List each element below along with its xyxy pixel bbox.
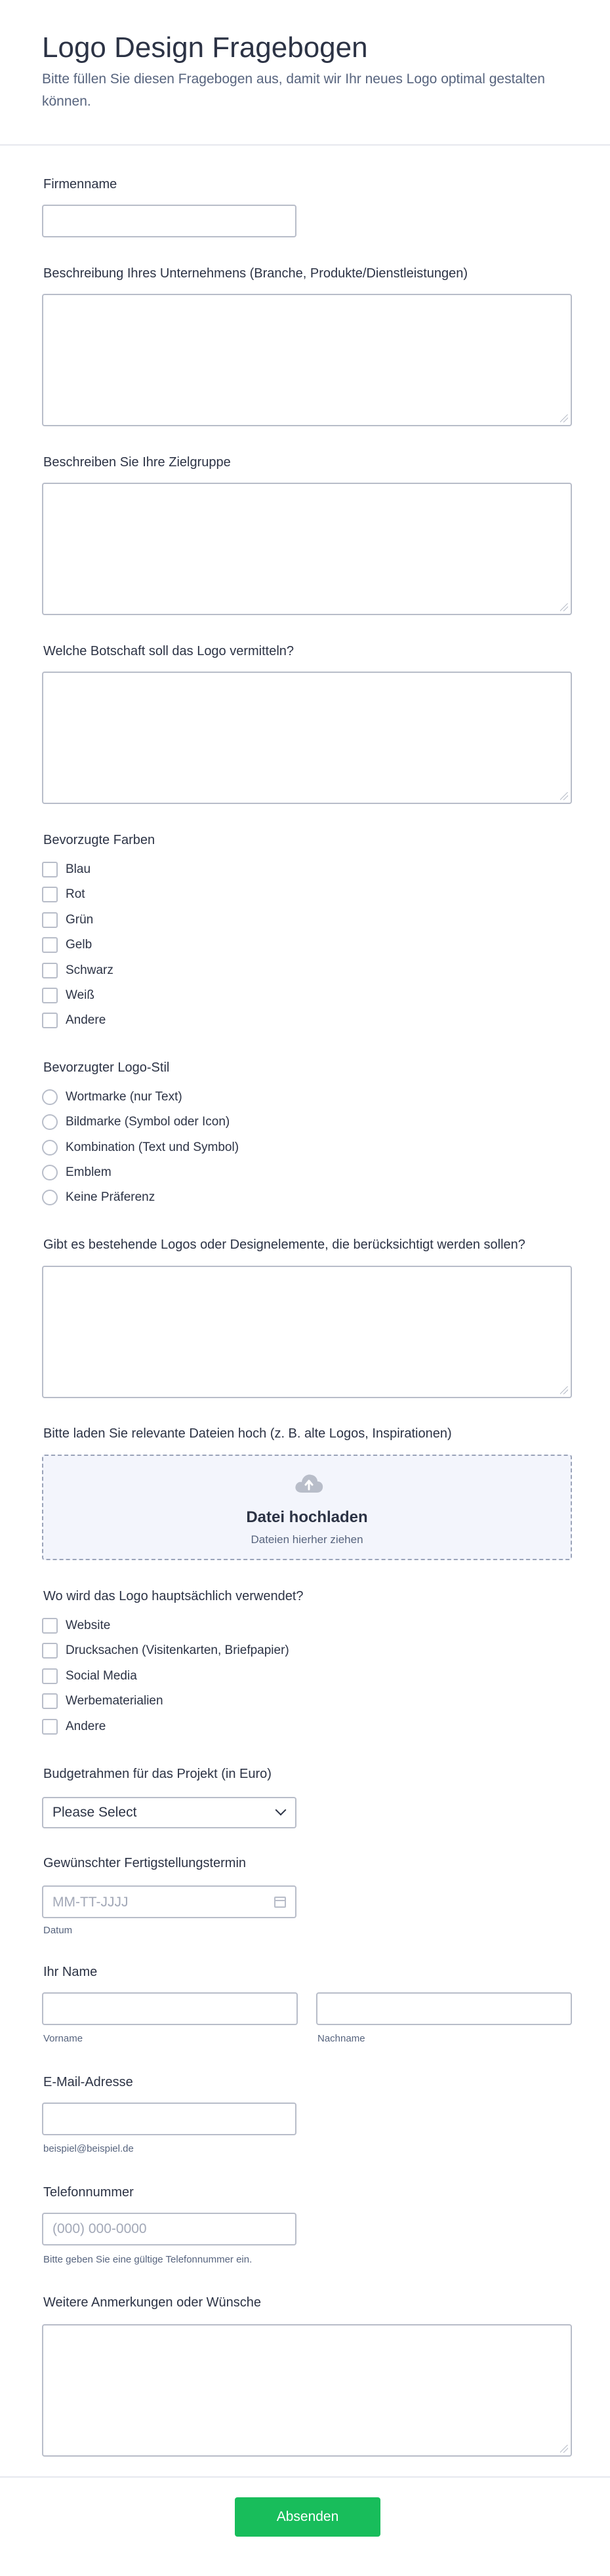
form-title: Logo Design Fragebogen bbox=[42, 31, 368, 64]
color-option-schwarz[interactable] bbox=[42, 962, 113, 979]
company-name-label: Firmenname bbox=[43, 177, 117, 191]
style-option-emblem[interactable] bbox=[42, 1164, 112, 1181]
checkbox[interactable] bbox=[42, 1643, 58, 1659]
calendar-icon[interactable] bbox=[274, 1897, 286, 1908]
checkbox[interactable] bbox=[42, 963, 58, 978]
colors-label: Bevorzugte Farben bbox=[43, 833, 155, 847]
email-label: E-Mail-Adresse bbox=[43, 2075, 133, 2089]
style-option-keine-praeferenz[interactable] bbox=[42, 1189, 155, 1206]
usage-option-social-media[interactable] bbox=[42, 1668, 137, 1685]
last-name-sublabel: Nachname bbox=[317, 2033, 365, 2044]
option-label: Grün bbox=[66, 913, 94, 927]
submit-button[interactable]: Absenden bbox=[235, 2497, 380, 2537]
resize-grip-icon[interactable] bbox=[560, 414, 568, 422]
email-sublabel: beispiel@beispiel.de bbox=[43, 2143, 134, 2154]
option-label: Drucksachen (Visitenkarten, Briefpapier) bbox=[66, 1643, 289, 1657]
budget-label: Budgetrahmen für das Projekt (in Euro) bbox=[43, 1767, 272, 1781]
budget-selected-value: Please Select bbox=[52, 1805, 137, 1820]
resize-grip-icon[interactable] bbox=[560, 2445, 568, 2453]
checkbox[interactable] bbox=[42, 988, 58, 1003]
checkbox[interactable] bbox=[42, 1668, 58, 1684]
option-label: Schwarz bbox=[66, 963, 113, 977]
style-option-kombination[interactable] bbox=[42, 1139, 239, 1156]
option-label: Kombination (Text und Symbol) bbox=[66, 1140, 239, 1154]
option-label: Andere bbox=[66, 1013, 106, 1027]
company-description-textarea[interactable] bbox=[42, 294, 572, 426]
option-label: Andere bbox=[66, 1720, 106, 1733]
checkbox[interactable] bbox=[42, 1013, 58, 1028]
option-label: Website bbox=[66, 1619, 111, 1632]
radio[interactable] bbox=[42, 1165, 58, 1180]
upload-subtitle: Dateien hierher ziehen bbox=[251, 1533, 363, 1546]
resize-grip-icon[interactable] bbox=[560, 1386, 568, 1394]
email-input[interactable] bbox=[42, 2103, 296, 2135]
color-option-gruen[interactable] bbox=[42, 912, 93, 929]
checkbox[interactable] bbox=[42, 887, 58, 902]
checkbox[interactable] bbox=[42, 1693, 58, 1709]
color-option-rot[interactable] bbox=[42, 886, 85, 903]
color-option-weiss[interactable] bbox=[42, 987, 94, 1004]
radio[interactable] bbox=[42, 1140, 58, 1156]
date-placeholder: MM-TT-JJJJ bbox=[52, 1895, 129, 1910]
target-group-textarea[interactable] bbox=[42, 483, 572, 615]
radio[interactable] bbox=[42, 1089, 58, 1105]
option-label: Social Media bbox=[66, 1669, 137, 1683]
color-option-blau[interactable] bbox=[42, 861, 91, 878]
option-label: Weiß bbox=[66, 988, 94, 1002]
target-group-label: Beschreiben Sie Ihre Zielgruppe bbox=[43, 455, 231, 470]
existing-logos-label: Gibt es bestehende Logos oder Designelemente, die berücksichtigt werden sollen? bbox=[43, 1238, 525, 1252]
company-description-label: Beschreibung Ihres Unternehmens (Branche, Produkte/Dienstleistungen) bbox=[43, 266, 468, 281]
option-label: Rot bbox=[66, 887, 85, 901]
budget-select[interactable] bbox=[42, 1797, 296, 1828]
checkbox[interactable] bbox=[42, 937, 58, 953]
color-option-gelb[interactable] bbox=[42, 936, 92, 954]
option-label: Bildmarke (Symbol oder Icon) bbox=[66, 1115, 230, 1129]
checkbox[interactable] bbox=[42, 912, 58, 928]
existing-logos-textarea[interactable] bbox=[42, 1266, 572, 1398]
deadline-label: Gewünschter Fertigstellungstermin bbox=[43, 1856, 247, 1870]
option-label: Emblem bbox=[66, 1165, 112, 1179]
date-sublabel: Datum bbox=[43, 1925, 73, 1936]
first-name-input[interactable] bbox=[42, 1992, 298, 2025]
form-header bbox=[0, 0, 610, 146]
radio[interactable] bbox=[42, 1190, 58, 1205]
option-label: Keine Präferenz bbox=[66, 1190, 155, 1204]
phone-input[interactable] bbox=[42, 2213, 296, 2245]
chevron-down-icon bbox=[275, 1805, 287, 1816]
form-subtitle: Bitte füllen Sie diesen Fragebogen aus, damit wir Ihr neues Logo optimal gestalten können. bbox=[42, 71, 545, 109]
remarks-label: Weitere Anmerkungen oder Wünsche bbox=[43, 2295, 262, 2310]
message-label: Welche Botschaft soll das Logo vermitteln? bbox=[43, 644, 295, 658]
deadline-date-input[interactable] bbox=[42, 1885, 296, 1918]
name-label: Ihr Name bbox=[43, 1965, 98, 1979]
remarks-textarea[interactable] bbox=[42, 2324, 572, 2457]
radio[interactable] bbox=[42, 1114, 58, 1130]
checkbox[interactable] bbox=[42, 862, 58, 877]
style-option-bildmarke[interactable] bbox=[42, 1114, 230, 1131]
company-name-input[interactable] bbox=[42, 205, 296, 237]
cloud-upload-icon bbox=[294, 1472, 324, 1494]
checkbox[interactable] bbox=[42, 1618, 58, 1634]
usage-label: Wo wird das Logo hauptsächlich verwendet? bbox=[43, 1589, 304, 1603]
option-label: Werbematerialien bbox=[66, 1694, 163, 1708]
usage-option-drucksachen[interactable] bbox=[42, 1642, 289, 1659]
usage-option-werbematerialien[interactable] bbox=[42, 1693, 163, 1710]
upload-title: Datei hochladen bbox=[246, 1508, 368, 1526]
option-label: Wortmarke (nur Text) bbox=[66, 1090, 182, 1104]
upload-label: Bitte laden Sie relevante Dateien hoch (z. B. alte Logos, Inspirationen) bbox=[43, 1426, 452, 1441]
usage-option-website[interactable] bbox=[42, 1617, 110, 1634]
option-label: Blau bbox=[66, 862, 91, 876]
phone-label: Telefonnummer bbox=[43, 2185, 134, 2200]
file-upload-dropzone[interactable] bbox=[42, 1455, 572, 1560]
phone-sublabel: Bitte geben Sie eine gültige Telefonnummer ein. bbox=[43, 2254, 253, 2265]
checkbox[interactable] bbox=[42, 1719, 58, 1735]
color-option-andere[interactable] bbox=[42, 1012, 106, 1029]
resize-grip-icon[interactable] bbox=[560, 603, 568, 611]
first-name-sublabel: Vorname bbox=[43, 2033, 83, 2044]
logo-style-label: Bevorzugter Logo-Stil bbox=[43, 1060, 170, 1075]
style-option-wortmarke[interactable] bbox=[42, 1089, 182, 1106]
resize-grip-icon[interactable] bbox=[560, 792, 568, 800]
message-textarea[interactable] bbox=[42, 672, 572, 804]
usage-option-andere[interactable] bbox=[42, 1718, 106, 1735]
option-label: Gelb bbox=[66, 938, 92, 952]
last-name-input[interactable] bbox=[316, 1992, 572, 2025]
